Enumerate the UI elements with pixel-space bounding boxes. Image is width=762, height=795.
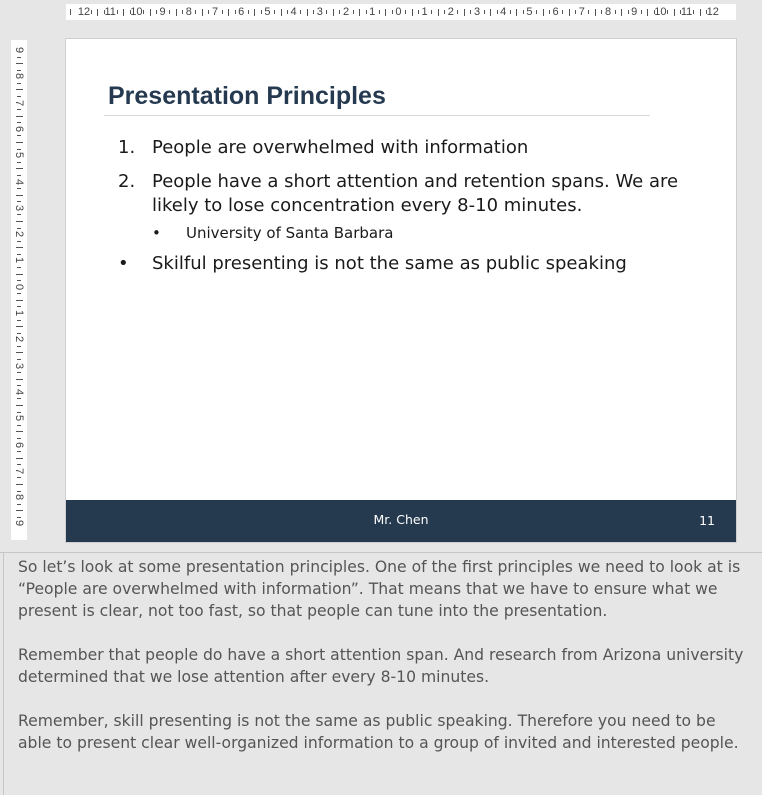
v-ruler-tick bbox=[17, 188, 21, 189]
v-ruler-tick bbox=[16, 89, 23, 90]
v-ruler-tick bbox=[16, 484, 23, 485]
v-ruler-label: 7 bbox=[13, 99, 25, 106]
h-ruler-tick bbox=[169, 10, 170, 14]
h-ruler-label: 4 bbox=[500, 6, 507, 18]
v-ruler-label: 5 bbox=[13, 415, 25, 422]
v-ruler-tick bbox=[17, 346, 21, 347]
h-ruler-label: 10 bbox=[654, 6, 667, 18]
v-ruler-label: 3 bbox=[13, 204, 25, 211]
v-ruler-tick bbox=[16, 116, 23, 117]
h-ruler-label: 10 bbox=[130, 6, 143, 18]
v-ruler-tick bbox=[16, 458, 23, 459]
v-ruler-label: 1 bbox=[13, 309, 25, 317]
h-ruler-label: 8 bbox=[185, 6, 192, 18]
h-ruler-tick bbox=[143, 10, 144, 14]
slide-canvas[interactable] bbox=[66, 39, 736, 542]
h-ruler-tick bbox=[117, 10, 118, 14]
h-ruler-tick bbox=[516, 9, 517, 16]
h-ruler-tick bbox=[248, 10, 249, 14]
h-ruler-tick bbox=[235, 10, 236, 14]
h-ruler-tick bbox=[510, 10, 511, 14]
notes-paragraph-2: Remember that people do have a short attention span. And research from Arizona university determined that we lose attention after every 8-10 minutes. bbox=[18, 646, 744, 686]
h-ruler-label: 6 bbox=[552, 6, 559, 18]
h-ruler-tick bbox=[444, 10, 445, 14]
h-ruler-tick bbox=[208, 10, 209, 14]
h-ruler-tick bbox=[261, 10, 262, 14]
h-ruler-label: 1 bbox=[421, 6, 428, 18]
v-ruler-tick bbox=[17, 214, 21, 215]
v-ruler-tick bbox=[16, 142, 23, 143]
bullet-item: Skilful presenting is not the same as public speaking bbox=[152, 253, 627, 274]
h-ruler-tick bbox=[693, 10, 694, 14]
v-ruler-tick bbox=[17, 504, 21, 505]
v-ruler-label: 2 bbox=[13, 336, 25, 343]
sub-bullet-marker: • bbox=[152, 224, 161, 242]
h-ruler-tick bbox=[313, 10, 314, 14]
notes-divider[interactable] bbox=[0, 552, 762, 553]
v-ruler-tick bbox=[17, 398, 21, 399]
h-ruler-tick bbox=[156, 10, 157, 14]
v-ruler-tick bbox=[16, 405, 23, 406]
h-ruler-tick bbox=[470, 10, 471, 14]
h-ruler-tick bbox=[484, 10, 485, 14]
h-ruler-tick bbox=[588, 10, 589, 14]
h-ruler-tick bbox=[254, 9, 255, 16]
h-ruler-tick bbox=[182, 10, 183, 14]
v-ruler-tick bbox=[17, 267, 21, 268]
v-ruler-tick bbox=[16, 326, 23, 327]
v-ruler-tick bbox=[17, 135, 21, 136]
h-ruler-tick bbox=[431, 10, 432, 14]
v-ruler-label: 1 bbox=[13, 257, 25, 264]
v-ruler-tick bbox=[16, 195, 23, 196]
v-ruler-label: 2 bbox=[13, 231, 25, 238]
h-ruler-label: 12 bbox=[706, 6, 719, 18]
list-item-2-line1: People have a short attention and retention spans. We are bbox=[152, 171, 679, 192]
bullet-marker: • bbox=[118, 253, 129, 274]
v-ruler-tick bbox=[17, 293, 21, 294]
h-ruler-label: 9 bbox=[631, 6, 638, 18]
v-ruler-tick bbox=[16, 300, 23, 301]
v-ruler-label: 8 bbox=[13, 73, 25, 80]
h-ruler-tick bbox=[333, 9, 334, 16]
h-ruler-tick bbox=[536, 10, 537, 14]
h-ruler-tick bbox=[641, 10, 642, 14]
h-ruler-tick bbox=[628, 10, 629, 14]
h-ruler-label: 5 bbox=[264, 6, 271, 18]
h-ruler-tick bbox=[385, 9, 386, 16]
v-ruler-tick bbox=[17, 83, 21, 84]
v-ruler-label: 6 bbox=[13, 441, 25, 448]
h-ruler-label: 7 bbox=[211, 6, 219, 18]
h-ruler-tick bbox=[307, 9, 308, 16]
list-item-2-line2: likely to lose concentration every 8-10 minutes. bbox=[152, 195, 583, 216]
h-ruler-tick bbox=[123, 9, 124, 16]
h-ruler-tick bbox=[281, 9, 282, 16]
list-marker-1: 1. bbox=[118, 137, 136, 158]
v-ruler-label: 8 bbox=[13, 494, 25, 501]
h-ruler-tick bbox=[366, 10, 367, 14]
v-ruler-tick bbox=[16, 247, 23, 248]
list-marker-2: 2. bbox=[118, 171, 136, 192]
h-ruler-tick bbox=[700, 9, 701, 16]
h-ruler-label: 9 bbox=[159, 6, 166, 18]
h-ruler-tick bbox=[464, 9, 465, 16]
h-ruler-tick bbox=[621, 9, 622, 16]
h-ruler-tick bbox=[601, 10, 602, 14]
h-ruler-tick bbox=[202, 9, 203, 16]
v-ruler-tick bbox=[16, 379, 23, 380]
v-ruler-tick bbox=[16, 63, 23, 64]
h-ruler-tick bbox=[575, 10, 576, 14]
v-ruler-tick bbox=[17, 320, 21, 321]
notes-border bbox=[3, 553, 4, 795]
h-ruler-tick bbox=[562, 10, 563, 14]
h-ruler-tick bbox=[497, 10, 498, 14]
v-ruler-tick bbox=[16, 221, 23, 222]
h-ruler-label: 11 bbox=[680, 6, 693, 18]
v-ruler-label: 9 bbox=[13, 520, 25, 527]
v-ruler-label: 7 bbox=[13, 467, 25, 474]
v-ruler-label: 4 bbox=[13, 388, 25, 395]
slide-number: 11 bbox=[699, 513, 715, 528]
vertical-ruler bbox=[11, 40, 27, 540]
h-ruler-tick bbox=[674, 9, 675, 16]
v-ruler-label: 4 bbox=[13, 178, 25, 185]
h-ruler-tick bbox=[490, 9, 491, 16]
h-ruler-tick bbox=[569, 9, 570, 16]
h-ruler-tick bbox=[339, 10, 340, 14]
v-ruler-tick bbox=[16, 274, 23, 275]
h-ruler-tick bbox=[300, 10, 301, 14]
h-ruler-label: 2 bbox=[342, 6, 350, 18]
v-ruler-label: 6 bbox=[13, 125, 25, 132]
h-ruler-tick bbox=[228, 9, 229, 16]
h-ruler-tick bbox=[287, 10, 288, 14]
h-ruler-label: 6 bbox=[238, 6, 245, 18]
h-ruler-tick bbox=[615, 10, 616, 14]
slide-title[interactable]: Presentation Principles bbox=[108, 82, 386, 110]
v-ruler-tick bbox=[17, 372, 21, 373]
h-ruler-label: 3 bbox=[316, 6, 323, 18]
list-item-1: People are overwhelmed with information bbox=[152, 137, 529, 158]
h-ruler-label: 8 bbox=[604, 6, 612, 18]
v-ruler-label: 9 bbox=[13, 46, 25, 54]
h-ruler-label: 7 bbox=[578, 6, 585, 18]
v-ruler-tick bbox=[17, 451, 21, 452]
v-ruler-label: 0 bbox=[13, 283, 25, 290]
h-ruler-tick bbox=[150, 9, 151, 16]
h-ruler-tick bbox=[359, 9, 360, 16]
title-divider bbox=[104, 115, 650, 116]
h-ruler-tick bbox=[457, 10, 458, 14]
h-ruler-tick bbox=[543, 9, 544, 16]
h-ruler-tick bbox=[222, 10, 223, 14]
h-ruler-label: 3 bbox=[473, 6, 481, 18]
h-ruler-tick bbox=[379, 10, 380, 14]
h-ruler-tick bbox=[647, 9, 648, 16]
speaker-notes[interactable] bbox=[18, 556, 753, 776]
h-ruler-tick bbox=[418, 10, 419, 14]
v-ruler-tick bbox=[17, 241, 21, 242]
v-ruler-tick bbox=[16, 510, 23, 511]
sub-bullet-item: University of Santa Barbara bbox=[186, 224, 394, 242]
h-ruler-tick bbox=[97, 9, 98, 16]
h-ruler-tick bbox=[176, 9, 177, 16]
h-ruler-tick bbox=[353, 10, 354, 14]
notes-paragraph-1: So let’s look at some presentation principles. One of the first principles we need to look at is “People are overwhelmed with information”. That means that we have to ensure what we present is clear, not too fast, so that people can tune into the presentation. bbox=[18, 558, 741, 620]
v-ruler-tick bbox=[16, 352, 23, 353]
v-ruler-tick bbox=[16, 168, 23, 169]
h-ruler-tick bbox=[70, 9, 71, 15]
h-ruler-label: 5 bbox=[526, 6, 533, 18]
h-ruler-label: 0 bbox=[395, 6, 402, 18]
v-ruler-label: 3 bbox=[13, 362, 25, 369]
v-ruler-tick bbox=[16, 431, 23, 432]
h-ruler-tick bbox=[274, 10, 275, 14]
h-ruler-label: 4 bbox=[290, 6, 297, 18]
v-ruler-tick bbox=[17, 57, 21, 58]
h-ruler-tick bbox=[326, 10, 327, 14]
v-ruler-tick bbox=[17, 425, 21, 426]
v-ruler-tick bbox=[17, 477, 21, 478]
horizontal-ruler bbox=[66, 4, 736, 20]
slide-footer bbox=[66, 500, 736, 542]
h-ruler-tick bbox=[392, 10, 393, 14]
h-ruler-tick bbox=[412, 9, 413, 16]
h-ruler-tick bbox=[405, 10, 406, 14]
footer-author: Mr. Chen bbox=[373, 512, 429, 527]
h-ruler-tick bbox=[549, 10, 550, 14]
h-ruler-tick bbox=[595, 9, 596, 16]
h-ruler-tick bbox=[438, 9, 439, 16]
v-ruler-tick bbox=[17, 109, 21, 110]
h-ruler-label: 2 bbox=[447, 6, 454, 18]
h-ruler-label: 11 bbox=[104, 6, 116, 18]
h-ruler-label: 12 bbox=[77, 6, 91, 18]
h-ruler-tick bbox=[667, 10, 668, 14]
notes-paragraph-3: Remember, skill presenting is not the same as public speaking. Therefore you need to be able to present clear well-organized information to a group of invited and interested people. bbox=[18, 712, 739, 752]
h-ruler-tick bbox=[195, 10, 196, 14]
v-ruler-label: 5 bbox=[13, 152, 25, 159]
h-ruler-tick bbox=[91, 10, 92, 14]
h-ruler-tick bbox=[523, 10, 524, 14]
v-ruler-tick bbox=[17, 162, 21, 163]
h-ruler-label: 1 bbox=[369, 6, 376, 18]
